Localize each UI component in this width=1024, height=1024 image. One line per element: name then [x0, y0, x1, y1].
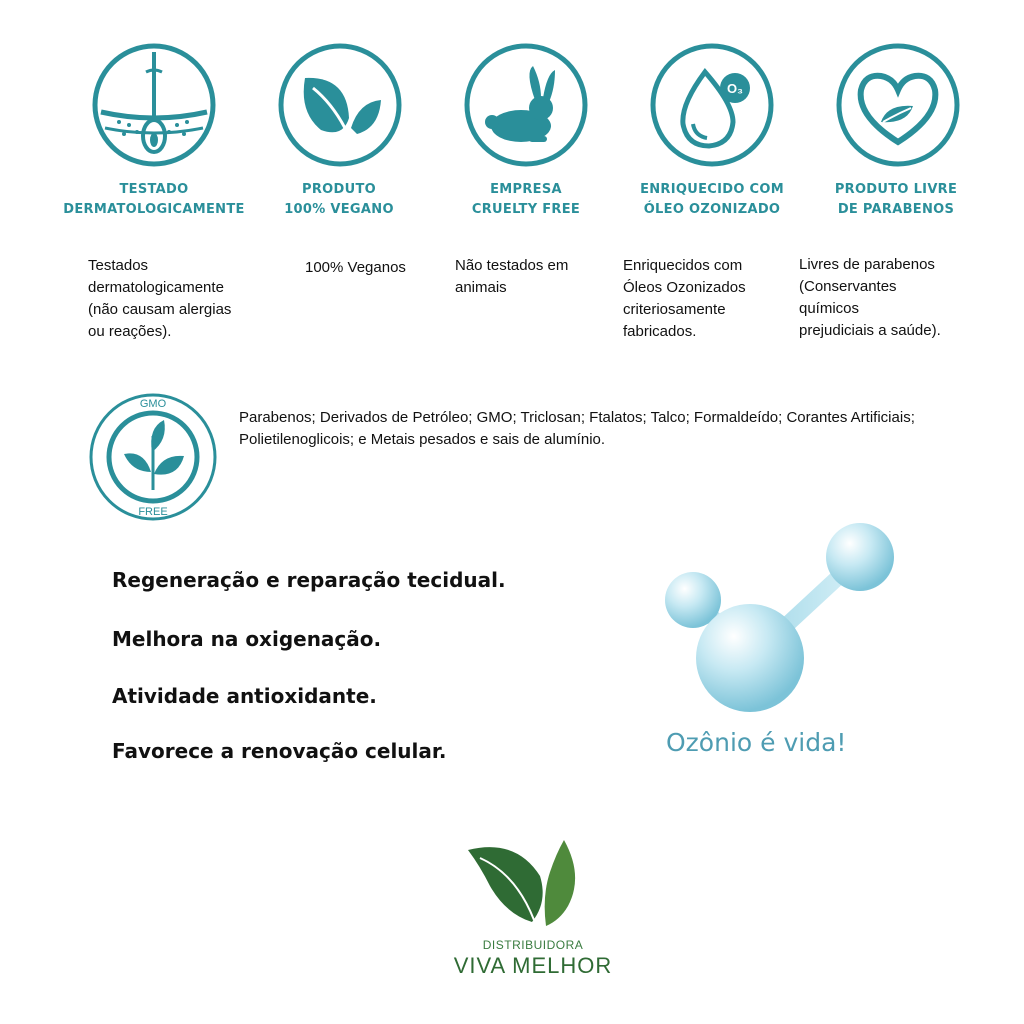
- badge-title-paraben-free: [786, 180, 1006, 220]
- benefit-item: Atividade antioxidante.: [112, 684, 377, 708]
- badge-dermatologically-tested: [90, 42, 218, 168]
- badge-vegan: [276, 42, 404, 168]
- gmo-label: GMO: [139, 398, 167, 410]
- leaves-icon: [277, 42, 403, 168]
- description-cruelty-free: Não testados em animais: [455, 257, 569, 296]
- o3-label: O₃: [726, 81, 744, 96]
- ozone-caption: Ozônio é vida!: [666, 728, 847, 757]
- badge-title-line1: TESTADO: [119, 182, 189, 197]
- logo-line1: DISTRIBUIDORA: [482, 938, 584, 952]
- badge-title-line1: PRODUTO: [302, 182, 376, 197]
- badge-title-line2: CRUELTY FREE: [471, 202, 581, 217]
- description-vegan: 100% Veganos: [305, 259, 406, 276]
- free-from-ingredients-text: Parabenos; Derivados de Petróleo; GMO; Triclosan; Ftalatos; Talco; Formaldeído; Corantes Artificiais; Polietilenoglicois; e Metais pesados e sais de alumínio.: [239, 409, 915, 448]
- rabbit-icon: [463, 42, 589, 168]
- benefit-item: Regeneração e reparação tecidual.: [112, 568, 506, 592]
- heart-leaf-icon: [835, 42, 961, 168]
- badge-cruelty-free: [462, 42, 590, 168]
- gmo-free-leaves-icon: [88, 392, 218, 522]
- description-dermatologically-tested: Testados dermatologicamente (não causam alergias ou reações).: [88, 257, 232, 340]
- oil-drop-o3-icon: [649, 42, 775, 168]
- benefit-item: Favorece a renovação celular.: [112, 739, 447, 763]
- free-label: FREE: [138, 506, 168, 518]
- badge-title-line1: ENRIQUECIDO COM: [640, 182, 784, 197]
- logo-line2: VIVA MELHOR: [453, 953, 613, 978]
- badge-gmo-free: [88, 392, 218, 522]
- badge-title-line1: PRODUTO LIVRE: [834, 182, 958, 197]
- description-ozonized-oil: Enriquecidos com Óleos Ozonizados criteriosamente fabricados.: [623, 257, 746, 340]
- badge-paraben-free: [834, 42, 962, 168]
- badge-title-line2: ÓLEO OZONIZADO: [643, 202, 781, 217]
- viva-melhor-leaf-logo: [466, 836, 586, 932]
- badge-title-line1: EMPRESA: [490, 182, 562, 197]
- skin-layer-icon: [91, 42, 217, 168]
- description-paraben-free: Livres de parabenos (Conservantes químicos prejudiciais a saúde).: [799, 256, 941, 339]
- badge-title-line2: DERMATOLOGICAMENTE: [63, 202, 245, 217]
- badge-title-line2: 100% VEGANO: [284, 202, 394, 217]
- benefit-item: Melhora na oxigenação.: [112, 627, 382, 651]
- ozone-molecule-icon: [655, 515, 915, 725]
- badge-title-line2: DE PARABENOS: [837, 202, 955, 217]
- badge-ozonized-oil: [648, 42, 776, 168]
